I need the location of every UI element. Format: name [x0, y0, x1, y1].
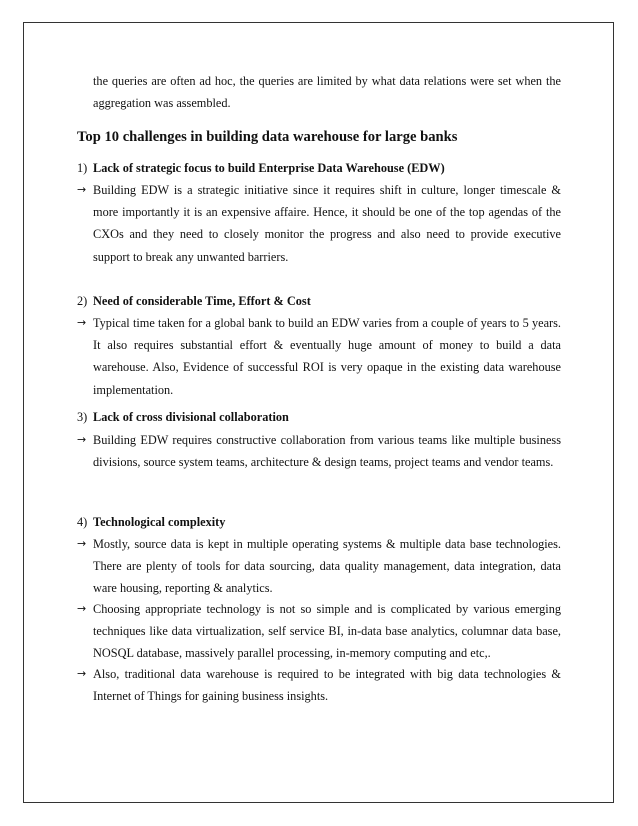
arrow-right-icon: →: [77, 433, 87, 446]
item-4-title: [77, 512, 561, 532]
bullet-text: Building EDW requires constructive collaboration from various teams like multiple business divisions, source system teams, architecture & design teams, project teams and vendor teams.: [93, 433, 561, 470]
item-2-bullet-1: [77, 312, 561, 401]
item-4-bullet-2: [77, 598, 561, 665]
bullet-text: Typical time taken for a global bank to build an EDW varies from a couple of years to 5 years. It also requires substantial effort & eventually huge amount of money to build a data warehouse. Also, Evidence of successful ROI is very opaque in the existing data warehouse implementation.: [93, 316, 561, 397]
bullet-text: Choosing appropriate technology is not so simple and is complicated by various emerging techniques like data virtualization, self service BI, in-data base analytics, columnar data base, NOSQL database, massively parallel processing, in-memory computing and etc,.: [93, 602, 561, 661]
bullet-text: Building EDW is a strategic initiative since it requires shift in culture, longer timescale & more importantly it is an expensive affaire. Hence, it should be one of the top agendas of the CXOs and they need to closely monitor the progress and also need to provide executive support to break any unwanted barriers.: [93, 183, 561, 264]
item-title-text: Technological complexity: [93, 515, 226, 529]
item-4-bullet-1: [77, 533, 561, 600]
arrow-right-icon: →: [77, 602, 87, 615]
item-number: 1): [77, 161, 88, 175]
item-title-text: Lack of strategic focus to build Enterprise Data Warehouse (EDW): [93, 161, 445, 175]
arrow-right-icon: →: [77, 183, 87, 196]
bullet-text: Also, traditional data warehouse is required to be integrated with big data technologies & Internet of Things for gaining business insights.: [93, 667, 561, 704]
intro-paragraph: the queries are often ad hoc, the queries are limited by what data relations were set when the aggregation was assembled.: [93, 74, 561, 111]
item-title-text: Lack of cross divisional collaboration: [93, 410, 289, 424]
item-1-bullet-1: [77, 179, 561, 268]
item-2-title: [77, 291, 561, 311]
item-4-bullet-3: [77, 663, 561, 707]
item-title-text: Need of considerable Time, Effort & Cost: [93, 294, 311, 308]
item-1-title: [77, 158, 561, 178]
arrow-right-icon: →: [77, 537, 87, 550]
arrow-right-icon: →: [77, 316, 87, 329]
section-heading: Top 10 challenges in building data warehouse for large banks: [77, 129, 458, 145]
item-number: 3): [77, 410, 88, 424]
bullet-text: Mostly, source data is kept in multiple operating systems & multiple data base technologies. There are plenty of tools for data sourcing, data quality management, data integration, data ware housing, reporting & analytics.: [93, 537, 561, 596]
item-3-bullet-1: [77, 429, 561, 473]
item-number: 2): [77, 294, 88, 308]
item-number: 4): [77, 515, 88, 529]
arrow-right-icon: →: [77, 667, 87, 680]
item-3-title: [77, 407, 561, 427]
